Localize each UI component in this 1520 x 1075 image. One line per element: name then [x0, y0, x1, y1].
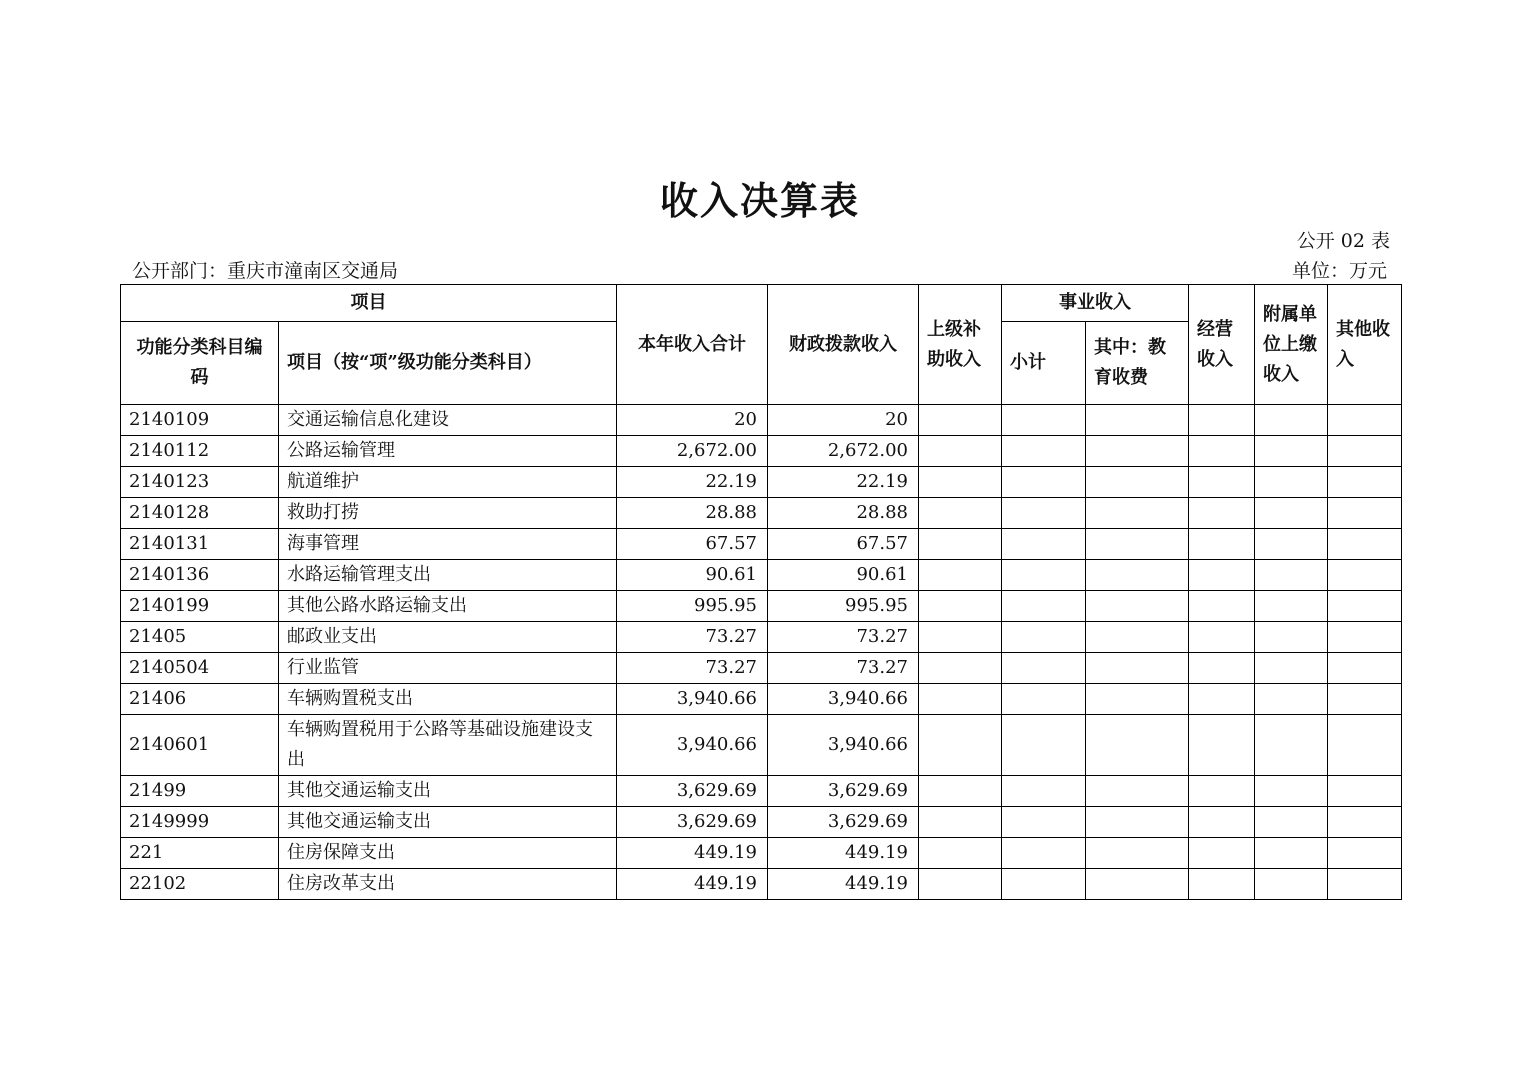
row-operating — [1189, 776, 1255, 807]
row-operating — [1189, 807, 1255, 838]
row-total: 449.19 — [617, 869, 768, 900]
row-business-subtotal — [1002, 838, 1086, 869]
row-name: 车辆购置税用于公路等基础设施建设支出 — [279, 715, 617, 776]
department-label: 公开部门：重庆市潼南区交通局 — [132, 260, 399, 282]
row-business-subtotal — [1002, 684, 1086, 715]
row-code: 2140109 — [121, 405, 279, 436]
row-other — [1328, 807, 1402, 838]
row-name: 住房改革支出 — [279, 869, 617, 900]
row-name: 救助打捞 — [279, 498, 617, 529]
row-other — [1328, 838, 1402, 869]
row-operating — [1189, 529, 1255, 560]
row-superior — [919, 807, 1002, 838]
row-total: 995.95 — [617, 591, 768, 622]
row-fiscal: 73.27 — [768, 653, 919, 684]
row-affiliated — [1255, 653, 1328, 684]
row-business-subtotal — [1002, 529, 1086, 560]
table-row — [121, 529, 1402, 560]
row-business-subtotal — [1002, 560, 1086, 591]
row-superior — [919, 684, 1002, 715]
row-business-subtotal — [1002, 436, 1086, 467]
row-code: 2140601 — [121, 715, 279, 776]
row-affiliated — [1255, 838, 1328, 869]
row-affiliated — [1255, 405, 1328, 436]
row-name: 航道维护 — [279, 467, 617, 498]
row-other — [1328, 529, 1402, 560]
header-func-code: 功能分类科目编码 — [121, 322, 279, 405]
page-title: 收入决算表 — [659, 178, 860, 223]
row-edu-fee — [1086, 560, 1189, 591]
row-total: 22.19 — [617, 467, 768, 498]
row-code: 2140199 — [121, 591, 279, 622]
row-affiliated — [1255, 715, 1328, 776]
row-total: 3,629.69 — [617, 807, 768, 838]
row-affiliated — [1255, 591, 1328, 622]
row-business-subtotal — [1002, 869, 1086, 900]
row-total: 67.57 — [617, 529, 768, 560]
row-superior — [919, 776, 1002, 807]
row-superior — [919, 622, 1002, 653]
row-superior — [919, 405, 1002, 436]
row-affiliated — [1255, 622, 1328, 653]
row-fiscal: 2,672.00 — [768, 436, 919, 467]
row-fiscal: 67.57 — [768, 529, 919, 560]
row-edu-fee — [1086, 776, 1189, 807]
row-code: 2140136 — [121, 560, 279, 591]
header-other: 其他收入 — [1328, 285, 1402, 405]
table-row — [121, 467, 1402, 498]
row-affiliated — [1255, 807, 1328, 838]
header-affiliated: 附属单位上缴收入 — [1255, 285, 1328, 405]
row-business-subtotal — [1002, 405, 1086, 436]
row-edu-fee — [1086, 498, 1189, 529]
row-edu-fee — [1086, 436, 1189, 467]
row-total: 90.61 — [617, 560, 768, 591]
row-operating — [1189, 838, 1255, 869]
header-superior: 上级补助收入 — [919, 285, 1002, 405]
row-name: 交通运输信息化建设 — [279, 405, 617, 436]
row-fiscal: 3,940.66 — [768, 715, 919, 776]
header-total: 本年收入合计 — [617, 285, 768, 405]
row-name: 水路运输管理支出 — [279, 560, 617, 591]
row-code: 2140131 — [121, 529, 279, 560]
row-affiliated — [1255, 869, 1328, 900]
row-code: 2149999 — [121, 807, 279, 838]
header-func-name: 项目（按“项”级功能分类科目） — [279, 322, 617, 405]
row-other — [1328, 622, 1402, 653]
table-row — [121, 560, 1402, 591]
row-superior — [919, 529, 1002, 560]
row-business-subtotal — [1002, 715, 1086, 776]
row-code: 221 — [121, 838, 279, 869]
header-business: 事业收入 — [1002, 285, 1189, 322]
row-superior — [919, 838, 1002, 869]
header-operating: 经营收入 — [1189, 285, 1255, 405]
row-other — [1328, 436, 1402, 467]
row-fiscal: 449.19 — [768, 838, 919, 869]
row-total: 449.19 — [617, 838, 768, 869]
header-subtotal: 小计 — [1002, 322, 1086, 405]
row-business-subtotal — [1002, 498, 1086, 529]
row-other — [1328, 776, 1402, 807]
row-other — [1328, 467, 1402, 498]
row-affiliated — [1255, 560, 1328, 591]
row-fiscal: 28.88 — [768, 498, 919, 529]
row-superior — [919, 467, 1002, 498]
row-edu-fee — [1086, 529, 1189, 560]
row-business-subtotal — [1002, 467, 1086, 498]
row-affiliated — [1255, 436, 1328, 467]
row-operating — [1189, 653, 1255, 684]
row-total: 28.88 — [617, 498, 768, 529]
row-operating — [1189, 467, 1255, 498]
row-superior — [919, 591, 1002, 622]
row-superior — [919, 436, 1002, 467]
row-name: 其他交通运输支出 — [279, 807, 617, 838]
row-total: 3,940.66 — [617, 715, 768, 776]
row-other — [1328, 591, 1402, 622]
row-code: 2140123 — [121, 467, 279, 498]
row-business-subtotal — [1002, 807, 1086, 838]
row-edu-fee — [1086, 807, 1189, 838]
table-row — [121, 591, 1402, 622]
row-total: 20 — [617, 405, 768, 436]
row-operating — [1189, 869, 1255, 900]
table-row — [121, 684, 1402, 715]
row-total: 73.27 — [617, 653, 768, 684]
row-name: 住房保障支出 — [279, 838, 617, 869]
row-edu-fee — [1086, 405, 1189, 436]
row-superior — [919, 715, 1002, 776]
row-operating — [1189, 560, 1255, 591]
row-operating — [1189, 622, 1255, 653]
row-total: 2,672.00 — [617, 436, 768, 467]
income-table — [120, 284, 1402, 900]
row-fiscal: 3,629.69 — [768, 807, 919, 838]
row-name: 其他交通运输支出 — [279, 776, 617, 807]
row-fiscal: 449.19 — [768, 869, 919, 900]
row-code: 21405 — [121, 622, 279, 653]
row-fiscal: 3,629.69 — [768, 776, 919, 807]
row-business-subtotal — [1002, 591, 1086, 622]
row-name: 公路运输管理 — [279, 436, 617, 467]
row-edu-fee — [1086, 715, 1189, 776]
form-number: 公开 02 表 — [1296, 230, 1390, 252]
row-code: 22102 — [121, 869, 279, 900]
row-other — [1328, 653, 1402, 684]
row-affiliated — [1255, 467, 1328, 498]
table-row — [121, 776, 1402, 807]
row-code: 2140504 — [121, 653, 279, 684]
row-affiliated — [1255, 529, 1328, 560]
row-edu-fee — [1086, 684, 1189, 715]
row-superior — [919, 653, 1002, 684]
header-project: 项目 — [121, 285, 617, 322]
table-row — [121, 405, 1402, 436]
row-edu-fee — [1086, 467, 1189, 498]
row-name: 其他公路水路运输支出 — [279, 591, 617, 622]
row-code: 21406 — [121, 684, 279, 715]
row-fiscal: 90.61 — [768, 560, 919, 591]
row-total: 3,940.66 — [617, 684, 768, 715]
row-other — [1328, 684, 1402, 715]
row-code: 21499 — [121, 776, 279, 807]
row-operating — [1189, 498, 1255, 529]
row-affiliated — [1255, 776, 1328, 807]
table-row — [121, 498, 1402, 529]
row-total: 73.27 — [617, 622, 768, 653]
row-superior — [919, 560, 1002, 591]
table-row — [121, 807, 1402, 838]
row-affiliated — [1255, 684, 1328, 715]
row-operating — [1189, 684, 1255, 715]
row-code: 2140112 — [121, 436, 279, 467]
table-row — [121, 715, 1402, 776]
table-row — [121, 838, 1402, 869]
row-edu-fee — [1086, 838, 1189, 869]
row-business-subtotal — [1002, 653, 1086, 684]
row-operating — [1189, 405, 1255, 436]
row-fiscal: 995.95 — [768, 591, 919, 622]
row-operating — [1189, 591, 1255, 622]
row-name: 海事管理 — [279, 529, 617, 560]
row-name: 行业监管 — [279, 653, 617, 684]
row-code: 2140128 — [121, 498, 279, 529]
row-edu-fee — [1086, 622, 1189, 653]
header-edu-fee: 其中：教育收费 — [1086, 322, 1189, 405]
row-name: 车辆购置税支出 — [279, 684, 617, 715]
row-edu-fee — [1086, 591, 1189, 622]
row-affiliated — [1255, 498, 1328, 529]
table-row — [121, 436, 1402, 467]
unit-label: 单位：万元 — [1291, 260, 1387, 282]
table-row — [121, 869, 1402, 900]
row-fiscal: 73.27 — [768, 622, 919, 653]
row-name: 邮政业支出 — [279, 622, 617, 653]
row-fiscal: 22.19 — [768, 467, 919, 498]
table-row — [121, 653, 1402, 684]
row-other — [1328, 715, 1402, 776]
row-business-subtotal — [1002, 622, 1086, 653]
table-row — [121, 622, 1402, 653]
row-other — [1328, 405, 1402, 436]
row-superior — [919, 498, 1002, 529]
table-body — [121, 405, 1402, 900]
row-operating — [1189, 436, 1255, 467]
row-other — [1328, 560, 1402, 591]
row-operating — [1189, 715, 1255, 776]
row-edu-fee — [1086, 653, 1189, 684]
row-other — [1328, 869, 1402, 900]
row-total: 3,629.69 — [617, 776, 768, 807]
row-superior — [919, 869, 1002, 900]
row-business-subtotal — [1002, 776, 1086, 807]
row-fiscal: 20 — [768, 405, 919, 436]
header-fiscal: 财政拨款收入 — [768, 285, 919, 405]
row-other — [1328, 498, 1402, 529]
row-fiscal: 3,940.66 — [768, 684, 919, 715]
row-edu-fee — [1086, 869, 1189, 900]
